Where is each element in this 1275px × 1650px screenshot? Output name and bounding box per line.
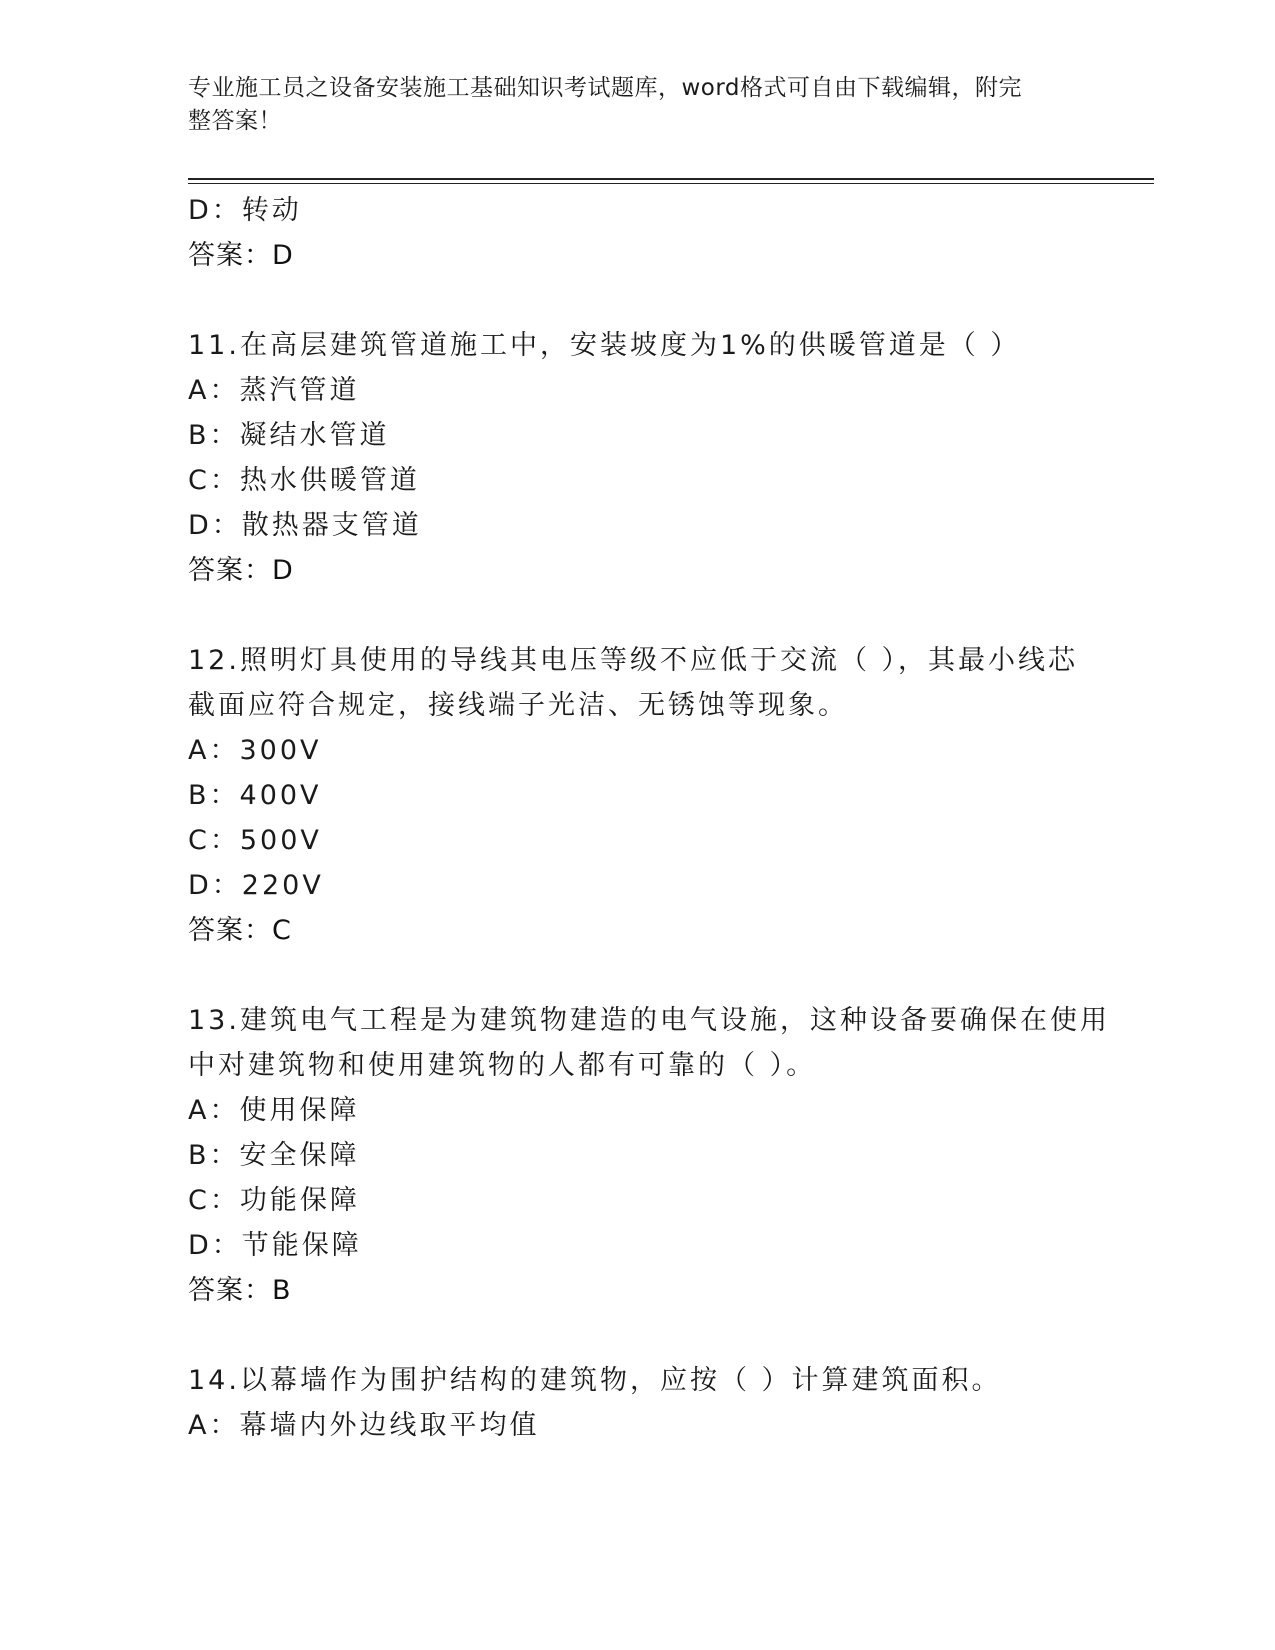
question-12	[188, 638, 1088, 953]
option-d: D：220V	[188, 870, 324, 901]
question-content	[188, 188, 1110, 1448]
answer-line: 答案：B	[188, 1275, 292, 1306]
question-text-line-1: 13.建筑电气工程是为建筑物建造的电气设施，这种设备要确保在使用	[188, 1005, 1110, 1036]
option-c: C：500V	[188, 825, 322, 856]
option-b: B：400V	[188, 780, 322, 811]
spacer	[188, 1313, 1088, 1358]
answer-line: 答案：D	[188, 555, 294, 586]
spacer	[188, 953, 1088, 998]
spacer	[188, 278, 1088, 323]
option-a: A：300V	[188, 735, 322, 766]
question-text-line-1: 12.照明灯具使用的导线其电压等级不应低于交流（ ），其最小线芯	[188, 645, 1079, 676]
option-c: C：热水供暖管道	[188, 465, 420, 496]
option-b: B：凝结水管道	[188, 420, 390, 451]
option-c: C：功能保障	[188, 1185, 360, 1216]
answer-line: 答案：C	[188, 915, 292, 946]
option-a: A：蒸汽管道	[188, 375, 360, 406]
question-text-line-2: 中对建筑物和使用建筑物的人都有可靠的（ ）。	[188, 1050, 817, 1081]
option-a: A：使用保障	[188, 1095, 360, 1126]
document-header	[188, 72, 1068, 138]
question-text: 11.在高层建筑管道施工中，安装坡度为1%的供暖管道是（ ）	[188, 330, 1021, 361]
option-b: B：安全保障	[188, 1140, 360, 1171]
header-divider-thick	[188, 178, 1154, 180]
header-divider-thin	[188, 183, 1154, 184]
previous-question-tail	[188, 188, 1088, 278]
option-d: D：节能保障	[188, 1230, 362, 1261]
question-11	[188, 323, 1088, 593]
option-a: A：幕墙内外边线取平均值	[188, 1410, 540, 1441]
question-text: 14.以幕墙作为围护结构的建筑物，应按（ ）计算建筑面积。	[188, 1365, 1002, 1396]
header-line-2: 整答案！	[188, 108, 282, 134]
spacer	[188, 593, 1088, 638]
option-d: D：散热器支管道	[188, 510, 422, 541]
question-14	[188, 1358, 1088, 1448]
answer-line: 答案：D	[188, 240, 294, 271]
question-text-line-2: 截面应符合规定，接线端子光洁、无锈蚀等现象。	[188, 690, 848, 721]
question-13	[188, 998, 1110, 1313]
option-d: D：转动	[188, 195, 302, 226]
header-line-1: 专业施工员之设备安装施工基础知识考试题库，word格式可自由下载编辑，附完	[188, 75, 1023, 101]
